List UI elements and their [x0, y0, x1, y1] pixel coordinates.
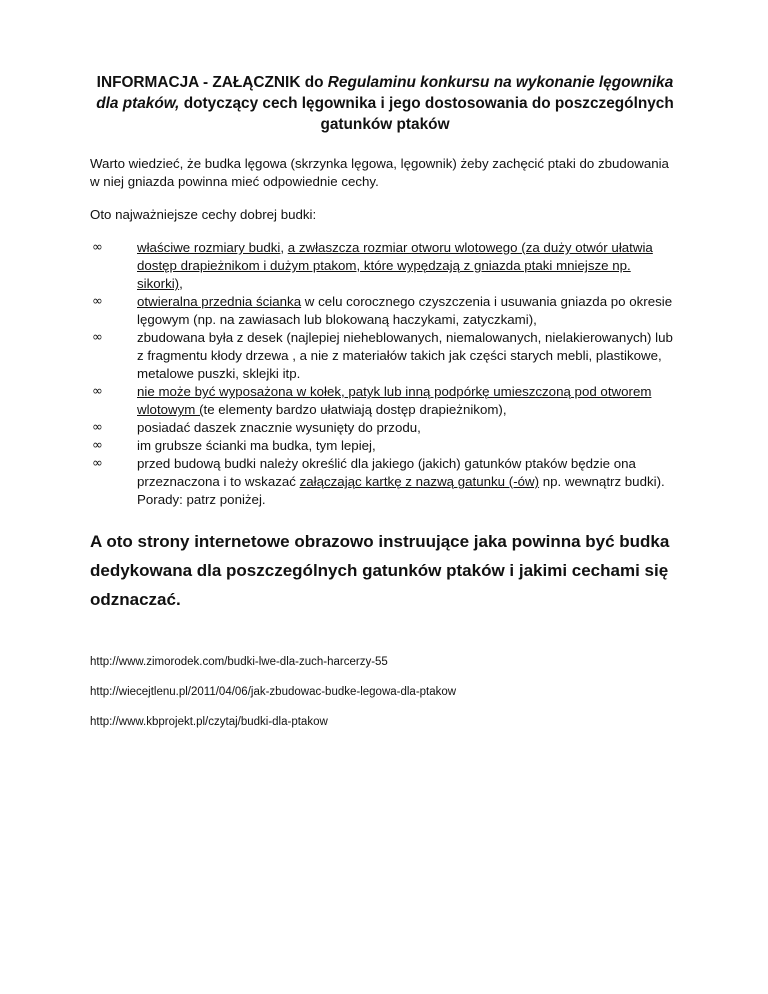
feature-item-5 [90, 419, 680, 437]
feature-7-text-a: przed budową budki należy określić dla jakiego (jakich) gatunków ptaków będzie ona przeznaczona i to wskazać [137, 456, 636, 489]
link-wiecejtlenu[interactable]: http://wiecejtlenu.pl/2011/04/06/jak-zbudowac-budke-legowa-dla-ptakow [90, 686, 457, 698]
feature-1-underlined-b: a zwłaszcza rozmiar otworu wlotowego (za duży otwór ułatwia dostęp drapieżnikom i dużym ptakom, które wypędzają z gniazda ptaki mniejsze np. sikorki) [137, 240, 653, 291]
feature-5-text: posiadać daszek znacznie wysunięty do przodu, [137, 420, 421, 435]
feature-4-underlined: nie może być wyposażona w kołek, patyk lub inną podpórkę umieszczoną pod otworem wlotowym ( [137, 384, 652, 417]
feature-item-2 [90, 293, 680, 329]
features-list [90, 239, 680, 509]
feature-3-text: zbudowana była z desek (najlepiej nieheblowanych, niemalowanych, nielakierowanych) lub z fragmentu kłody drzewa , a nie z materiałów takich jak części starych mebli, plastikowe, metalowe puszki, sklejki itp. [137, 330, 673, 381]
feature-2-underlined: otwieralna przednia ścianka [137, 294, 302, 309]
feature-2-text: w celu corocznego czyszczenia i usuwania gniazda po okresie lęgowym (np. na zawiasach lub blokowaną haczykami, zatyczkami), [137, 294, 673, 327]
bullet-icon: ∞ [92, 456, 103, 471]
feature-7-text-b: np. wewnątrz budki). Porady: patrz poniżej. [137, 474, 665, 507]
bullet-icon: ∞ [92, 294, 103, 309]
websites-heading: A oto strony internetowe obrazowo instruujące jaka powinna być budka dedykowana dla poszczególnych gatunków ptaków i jakimi cechami się odznaczać. [90, 532, 670, 609]
bullet-icon: ∞ [92, 240, 103, 255]
feature-item-6 [90, 437, 680, 455]
feature-item-3 [90, 329, 680, 383]
document-title [90, 72, 680, 135]
bullet-icon: ∞ [92, 384, 103, 399]
link-zimorodek[interactable]: http://www.zimorodek.com/budki-lwe-dla-zuch-harcerzy-55 [90, 656, 388, 668]
feature-1-text-b: , [179, 276, 183, 291]
feature-1-underlined-a: właściwe rozmiary budki [137, 240, 281, 255]
bullet-icon: ∞ [92, 330, 103, 345]
link-kbprojekt[interactable]: http://www.kbprojekt.pl/czytaj/budki-dla-ptakow [90, 716, 328, 728]
feature-item-7 [90, 455, 680, 509]
feature-7-underlined: załączając kartkę z nazwą gatunku (-ów) [299, 474, 540, 489]
feature-4-text: te elementy bardzo ułatwiają dostęp drapieżnikom), [203, 402, 507, 417]
feature-1-text-a: , [280, 240, 288, 255]
document-page [90, 72, 680, 744]
feature-item-1 [90, 239, 680, 293]
bullet-icon: ∞ [92, 438, 103, 453]
intro-paragraph: Warto wiedzieć, że budka lęgowa (skrzynka lęgowa, lęgownik) żeby zachęcić ptaki do zbudowania w niej gniazda powinna mieć odpowiednie cechy. [90, 156, 669, 189]
title-part-1: INFORMACJA - ZAŁĄCZNIK do [96, 74, 328, 91]
feature-6-text: im grubsze ścianki ma budka, tym lepiej, [137, 438, 376, 453]
bullet-icon: ∞ [92, 420, 103, 435]
title-italic-part: Regulaminu konkursu na wykonanie lęgownika dla ptaków, [96, 74, 674, 112]
features-intro: Oto najważniejsze cechy dobrej budki: [90, 207, 317, 222]
title-part-2: dotyczący cech lęgownika i jego dostosowania do poszczególnych gatunków ptaków [179, 95, 674, 133]
feature-item-4 [90, 383, 680, 419]
